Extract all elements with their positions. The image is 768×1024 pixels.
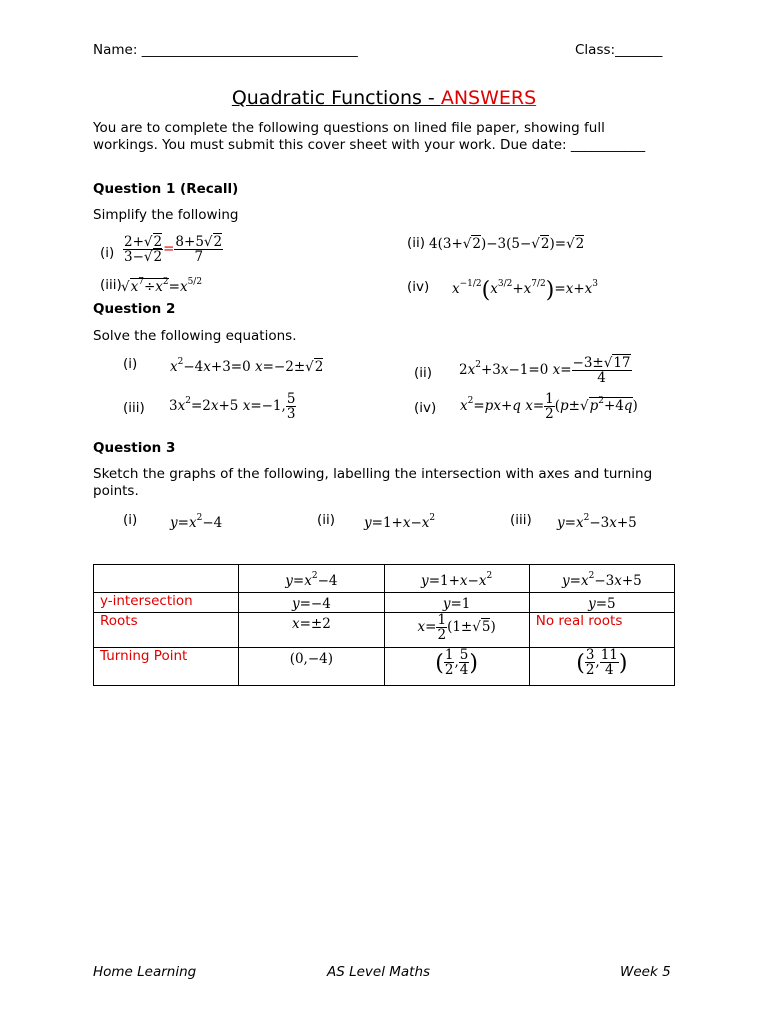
q3-expression-iii: $y=x^2-3x+5$ (557, 513, 637, 531)
q1-expression-ii: 4(3+√2)−3(5−√2)=√2 (429, 236, 585, 252)
q2-label-iii: (iii) (123, 400, 145, 416)
table-header-cell: $y=x^2-3x+5$ (529, 565, 674, 593)
q1-label-i: (i) (100, 245, 115, 261)
table-row (94, 593, 675, 613)
q2-expression-i: $x^2-4x+3=0$ x=−2±√2 (170, 357, 324, 375)
class-blank: _______ (615, 42, 663, 58)
q3-expression-i: $y=x^2-4$ (170, 513, 223, 531)
name-field (93, 42, 358, 59)
table-header-cell: $y=1+x-x^2$ (384, 565, 529, 593)
footer-left: Home Learning (93, 964, 197, 980)
row-label-y-intersection: y-intersection (94, 593, 239, 613)
q2-expression-ii: $2x^2+3x-1=0$ x= $\frac{-3\pm√17}{4}$ (459, 355, 631, 386)
q1-label-iii: (iii) (100, 277, 122, 293)
row-label-turning-point: Turning Point (94, 648, 239, 686)
q2-heading: Question 2 (93, 301, 176, 317)
q2-expression-iii: $3x^2=2x+5$ x=−1, $\frac{5}{3}$ (169, 391, 296, 422)
q2-expression-iv: $x^2=px+q$ x= $\frac{1}{2}$ $(p\pm√p^2+4q)$ (460, 391, 638, 422)
table-cell: (0,−4) (239, 648, 384, 686)
table-corner-cell (94, 565, 239, 593)
q1-label-iv: (iv) (407, 279, 430, 295)
table-cell: y=−4 (239, 593, 384, 613)
table-header-row (94, 565, 675, 593)
q1-heading: Question 1 (Recall) (93, 181, 239, 197)
q2-instruction: Solve the following equations. (93, 328, 297, 344)
name-blank: ________________________________ (141, 42, 358, 58)
q2-label-i: (i) (123, 356, 138, 372)
footer-center: AS Level Maths (327, 964, 431, 980)
no-real-roots-cell: No real roots (529, 613, 674, 648)
table-cell: y=1 (384, 593, 529, 613)
q2-label-iv: (iv) (414, 400, 437, 416)
q3-expression-ii: $y=1+x-x^2$ (364, 513, 436, 531)
table-cell: x= $\frac{1}{2}$ (1±√5) (384, 613, 529, 648)
table-row (94, 613, 675, 648)
table-cell: ( $\frac{3}{2}$ , $\frac{11}{4}$ ) (529, 648, 674, 686)
table-cell: x=±2 (239, 613, 384, 648)
table-row (94, 648, 675, 686)
row-label-roots: Roots (94, 613, 239, 648)
q3-heading: Question 3 (93, 440, 176, 456)
q3-label-iii: (iii) (510, 512, 532, 528)
title-main: Quadratic Functions - (231, 87, 441, 109)
q1-expression-iii: $√x^7\div x^2=x^{5/2}$ (121, 277, 203, 295)
q1-instruction: Simplify the following (93, 207, 239, 223)
q1-expression-i: $\frac{2+√2}{3-√2}$ = $\frac{8+5√2}{7}$ (124, 234, 223, 265)
table-cell: y=5 (529, 593, 674, 613)
q3-label-ii: (ii) (317, 512, 336, 528)
class-field (575, 42, 662, 59)
page-title (0, 86, 768, 110)
q1-expression-iv: $x^{-1/2}(x^{3/2}+x^{7/2})=x+x^3$ (452, 278, 598, 303)
table-cell: ( $\frac{1}{2}$ , $\frac{5}{4}$ ) (384, 648, 529, 686)
q1-label-ii: (ii) (407, 235, 426, 251)
q3-instruction: Sketch the graphs of the following, labelling the intersection with axes and turning points. (93, 466, 653, 499)
class-label: Class: (575, 42, 616, 58)
q2-label-ii: (ii) (414, 365, 433, 381)
name-label: Name: (93, 42, 138, 58)
footer-right: Week 5 (620, 964, 671, 980)
answers-table (93, 564, 675, 686)
q3-label-i: (i) (123, 512, 138, 528)
title-answers: ANSWERS (440, 87, 537, 109)
intro-paragraph: You are to complete the following questions on lined file paper, showing full workings. You must submit this cover sheet with your work. Due date: ___________ (93, 120, 646, 153)
table-header-cell: $y=x^2-4$ (239, 565, 384, 593)
